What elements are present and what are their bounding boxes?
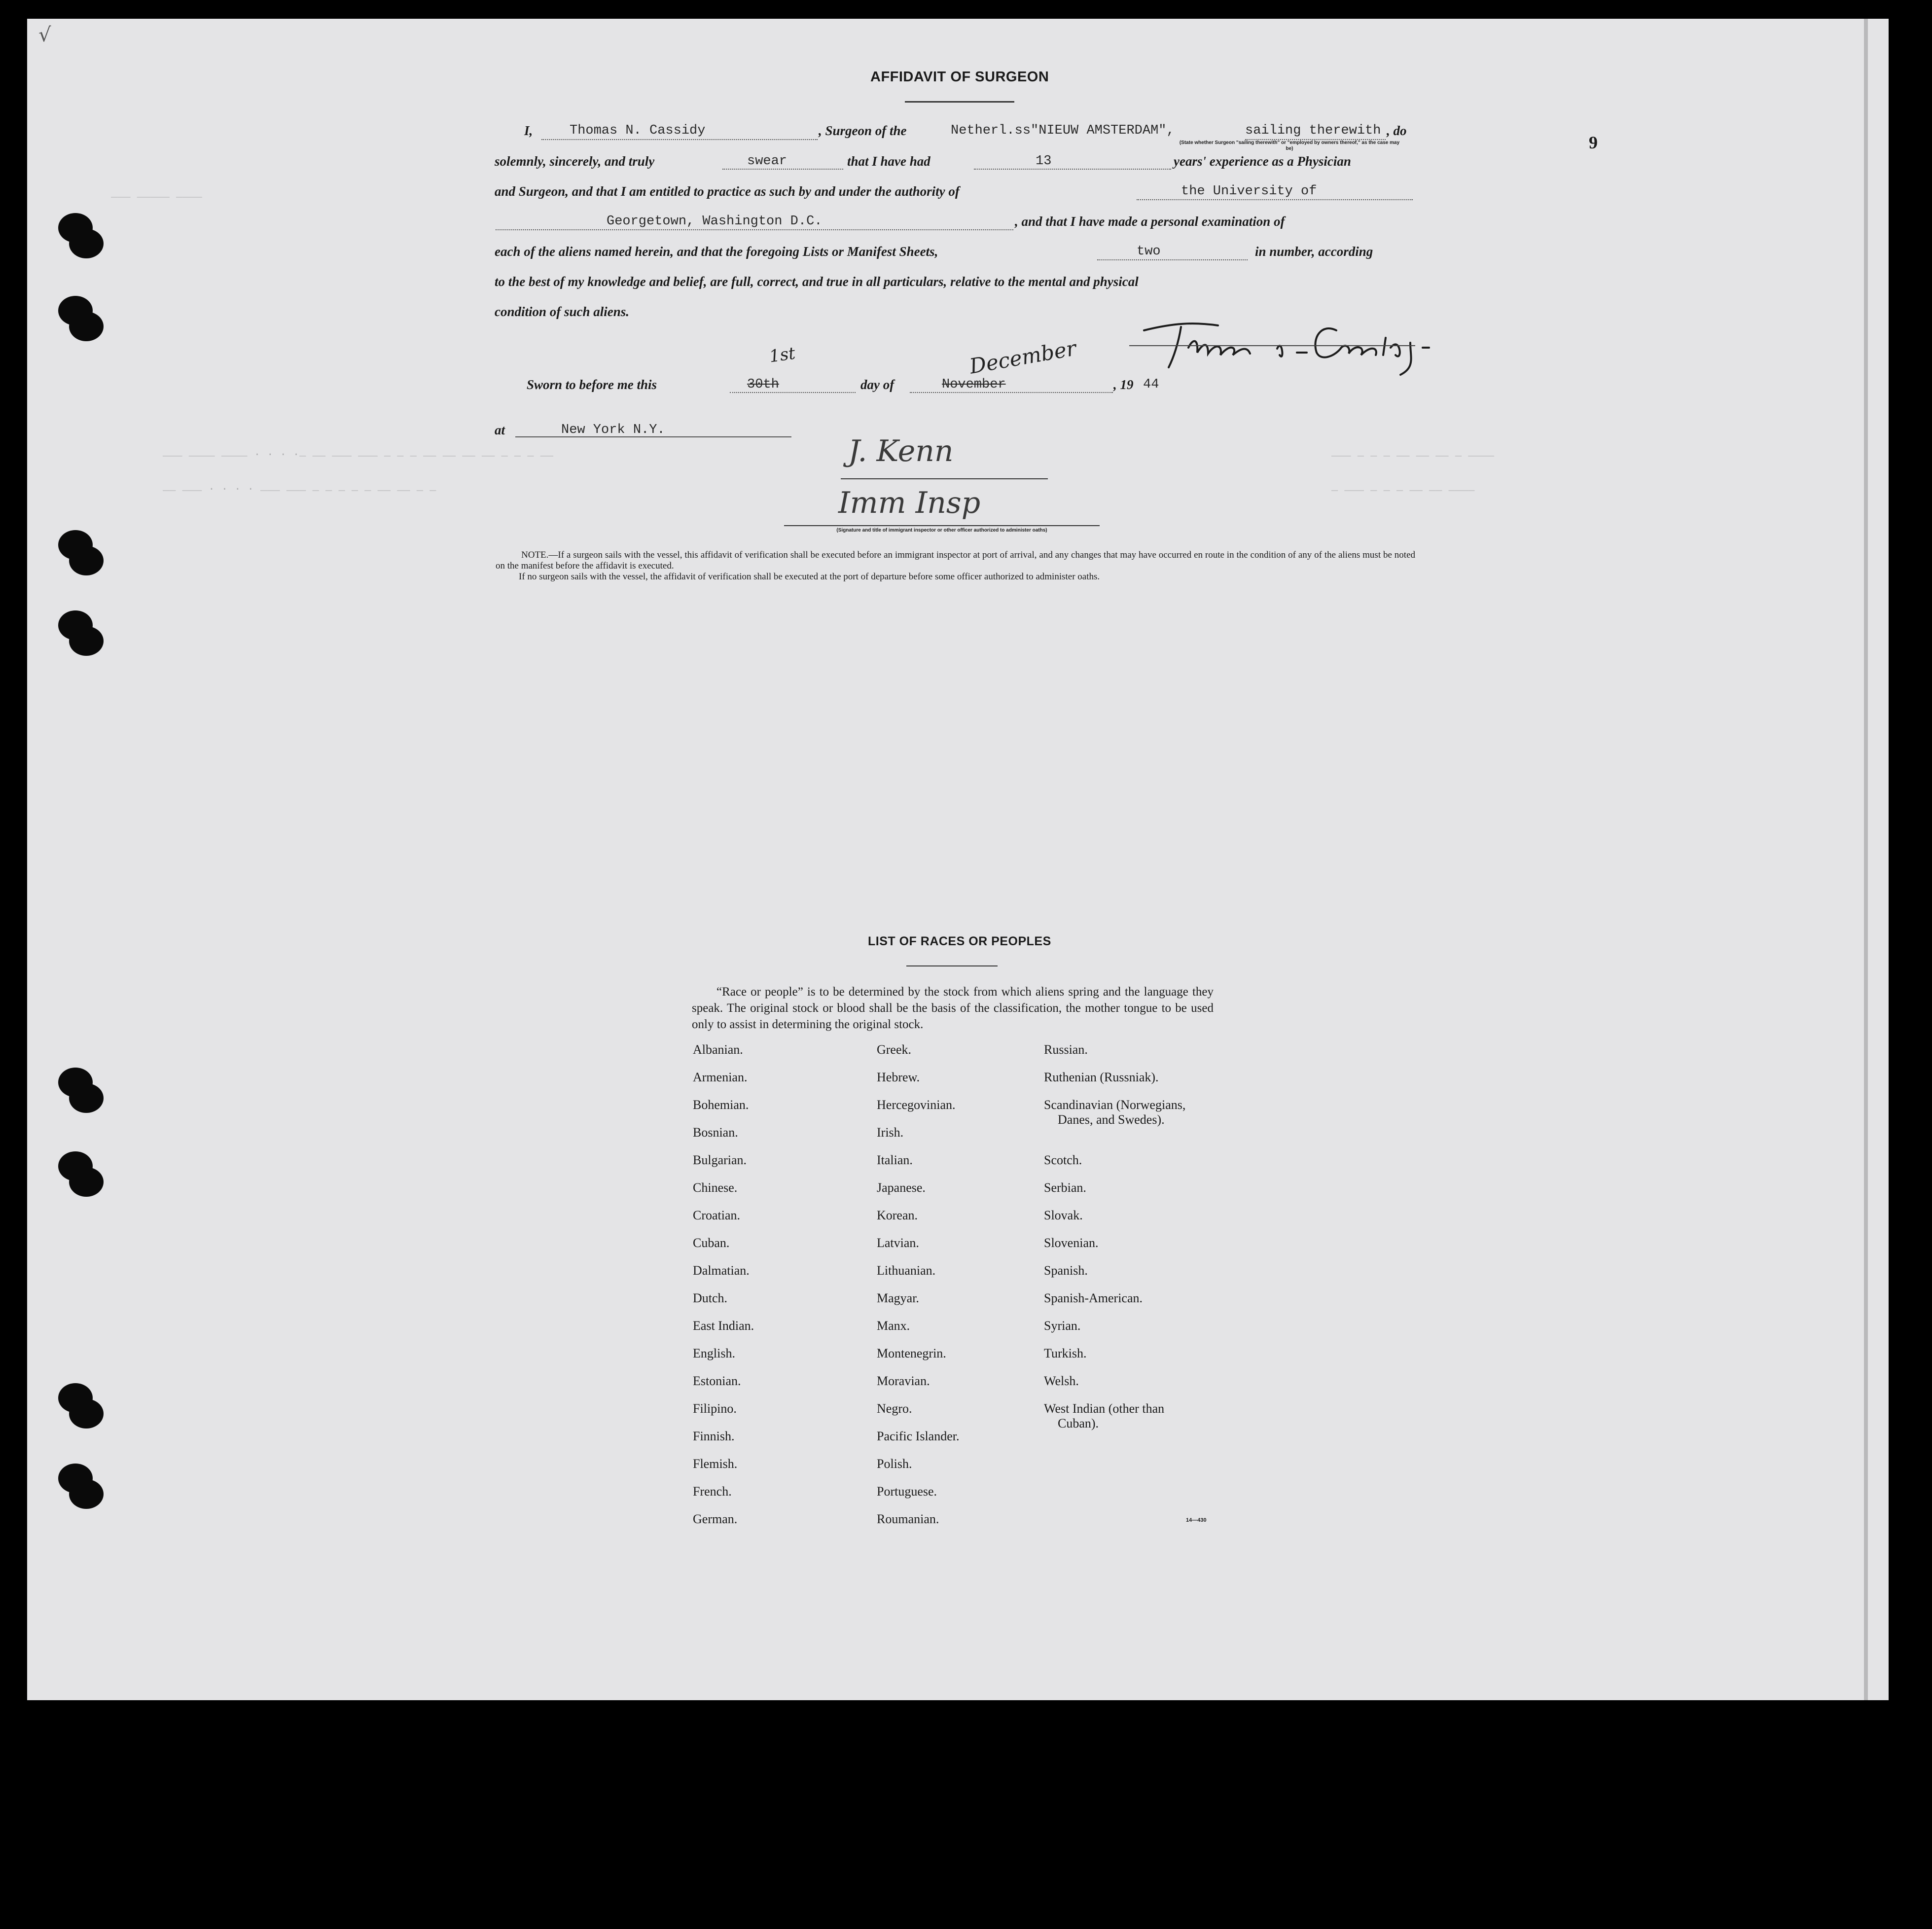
surgeon-name: Thomas N. Cassidy xyxy=(570,123,706,138)
race-item: Hercegovinian. xyxy=(877,1098,956,1112)
race-item: Roumanian. xyxy=(877,1512,939,1526)
label-best-knowledge: to the best of my knowledge and belief, are full, correct, and true in all particulars, relative to the mental and physical xyxy=(495,274,1139,289)
affidavit-title: AFFIDAVIT OF SURGEON xyxy=(870,69,1049,85)
punch-hole xyxy=(69,1167,104,1197)
sworn-month-correction: December xyxy=(967,336,1078,379)
race-item: Turkish. xyxy=(1044,1346,1087,1360)
oath-type: swear xyxy=(747,154,787,169)
label-sworn: Sworn to before me this xyxy=(527,377,657,392)
sworn-day: 30th xyxy=(747,377,779,392)
punch-hole xyxy=(69,626,104,656)
race-item: Russian. xyxy=(1044,1042,1088,1057)
race-item: Negro. xyxy=(877,1401,912,1416)
sworn-place: New York N.Y. xyxy=(561,423,665,437)
race-item: East Indian. xyxy=(693,1319,754,1333)
race-item: Danes, and Swedes). xyxy=(1058,1112,1165,1127)
surgeon-signature xyxy=(1134,308,1430,377)
officer-signature: J. Kenn xyxy=(848,434,954,468)
officer-title: Imm Insp xyxy=(838,486,981,520)
races-title-underline xyxy=(906,965,998,966)
race-item: Cuban. xyxy=(693,1236,730,1250)
label-condition: condition of such aliens. xyxy=(495,304,630,319)
bleed-through: _ ___ _ _ _ __ __ ____ xyxy=(1331,481,1475,493)
page-number: 9 xyxy=(1589,133,1598,152)
authority-line-2: Georgetown, Washington D.C. xyxy=(607,214,823,229)
race-item: Slovak. xyxy=(1044,1208,1083,1222)
sworn-year: 44 xyxy=(1143,377,1159,392)
race-item: French. xyxy=(693,1484,732,1499)
race-item: Cuban). xyxy=(1058,1416,1099,1430)
label-at: at xyxy=(495,423,505,437)
years-experience: 13 xyxy=(1036,154,1052,169)
race-item: Italian. xyxy=(877,1153,913,1167)
label-in-number: in number, according xyxy=(1255,244,1373,259)
race-item: Manx. xyxy=(877,1319,910,1333)
races-intro: “Race or people” is to be determined by the stock from which aliens spring and the language they speak. The original stock or blood shall be the basis of the classification, the mother tongue to be used only to assist in determining the original stock. xyxy=(692,985,1214,1031)
race-item: Bohemian. xyxy=(693,1098,749,1112)
document-page xyxy=(27,19,1889,1700)
label-day-of: day of xyxy=(860,377,894,392)
label-years-exp: years' experience as a Physician xyxy=(1174,154,1351,169)
title-underline xyxy=(905,101,1014,103)
race-item: Polish. xyxy=(877,1457,912,1471)
race-item: Spanish-American. xyxy=(1044,1291,1143,1305)
sworn-month-field xyxy=(910,392,1113,393)
officer-caption: (Signature and title of immigrant inspector or other officer authorized to administer oaths) xyxy=(836,528,1047,533)
sailing-status: sailing therewith xyxy=(1245,123,1381,138)
label-i: I, xyxy=(524,123,533,138)
punch-hole xyxy=(69,1479,104,1509)
punch-hole xyxy=(69,1399,104,1429)
race-item: Serbian. xyxy=(1044,1180,1086,1195)
punch-hole xyxy=(69,1083,104,1113)
sheets-count: two xyxy=(1137,244,1161,259)
sheets-field xyxy=(1097,259,1248,260)
authority-field-2 xyxy=(496,229,1013,230)
race-item: Armenian. xyxy=(693,1070,748,1084)
race-item: Scotch. xyxy=(1044,1153,1082,1167)
oath-field xyxy=(722,169,843,170)
race-item: Japanese. xyxy=(877,1180,926,1195)
race-item: Greek. xyxy=(877,1042,912,1057)
race-item: Chinese. xyxy=(693,1180,738,1195)
race-item: Finnish. xyxy=(693,1429,735,1443)
race-item: Croatian. xyxy=(693,1208,741,1222)
race-item: Albanian. xyxy=(693,1042,743,1057)
race-item: Moravian. xyxy=(877,1374,930,1388)
race-item: Estonian. xyxy=(693,1374,741,1388)
race-item: Syrian. xyxy=(1044,1319,1081,1333)
race-item: Welsh. xyxy=(1044,1374,1079,1388)
race-item: Dalmatian. xyxy=(693,1263,750,1278)
sailing-note: (State whether Surgeon "sailing therewith" or "employed by owners thereof," as the case may be) xyxy=(1179,140,1400,151)
check-mark: √ xyxy=(38,24,51,46)
race-item: West Indian (other than xyxy=(1044,1401,1165,1416)
bleed-through: __ ___ . . . . ___ ___ _ _ _ _ _ __ __ _ _ xyxy=(163,481,436,493)
sworn-day-correction: 1st xyxy=(768,343,797,367)
race-item: Flemish. xyxy=(693,1457,738,1471)
bleed-through: ___ _____ ____ xyxy=(111,187,202,200)
label-each-aliens: each of the aliens named herein, and that the foregoing Lists or Manifest Sheets, xyxy=(495,244,938,259)
race-item: Portuguese. xyxy=(877,1484,937,1499)
sworn-month: November xyxy=(942,377,1006,392)
surgeon-signature-line xyxy=(1129,345,1415,346)
races-title: LIST OF RACES OR PEOPLES xyxy=(868,934,1051,948)
race-item: English. xyxy=(693,1346,735,1360)
race-item: Bulgarian. xyxy=(693,1153,747,1167)
race-item: Montenegrin. xyxy=(877,1346,946,1360)
note-paragraph-2: If no surgeon sails with the vessel, the affidavit of verification shall be executed at the port of departure before some officer authorized to administer oaths. xyxy=(519,572,1100,582)
officer-title-line xyxy=(784,525,1100,526)
race-item: Ruthenian (Russniak). xyxy=(1044,1070,1159,1084)
race-item: Spanish. xyxy=(1044,1263,1088,1278)
years-field xyxy=(974,169,1171,170)
label-solemnly: solemnly, sincerely, and truly xyxy=(495,154,655,169)
label-do: , do xyxy=(1387,123,1407,138)
label-surgeon-of: , Surgeon of the xyxy=(819,123,907,138)
label-examination: , and that I have made a personal examination of xyxy=(1015,214,1285,229)
officer-signature-line xyxy=(841,478,1048,479)
punch-hole xyxy=(69,546,104,575)
punch-hole xyxy=(69,312,104,341)
sworn-day-field xyxy=(730,392,856,393)
label-and-surgeon: and Surgeon, and that I am entitled to practice as such by and under the authority of xyxy=(495,184,960,199)
race-item: Slovenian. xyxy=(1044,1236,1099,1250)
race-item: Bosnian. xyxy=(693,1125,738,1140)
authority-field-1 xyxy=(1137,199,1413,200)
race-item: Irish. xyxy=(877,1125,904,1140)
race-item: Magyar. xyxy=(877,1291,919,1305)
race-item: Latvian. xyxy=(877,1236,919,1250)
bleed-through: ___ _ _ _ __ __ __ _ ____ xyxy=(1331,446,1495,459)
race-item: Filipino. xyxy=(693,1401,737,1416)
bleed-through: ___ ____ ____ . . . ._ __ ___ ___ _ _ _ __ __ __ __ _ _ _ __ xyxy=(163,446,554,459)
vessel-name: Netherl.ss"NIEUW AMSTERDAM", xyxy=(951,123,1175,138)
authority-line-1: the University of xyxy=(1181,184,1317,199)
label-had: that I have had xyxy=(847,154,930,169)
race-item: German. xyxy=(693,1512,738,1526)
race-item: Dutch. xyxy=(693,1291,728,1305)
race-item: Pacific Islander. xyxy=(877,1429,960,1443)
form-number: 14—430 xyxy=(1186,1517,1207,1523)
surgeon-name-field xyxy=(541,139,818,140)
race-item: Lithuanian. xyxy=(877,1263,936,1278)
note-paragraph: NOTE.—If a surgeon sails with the vessel, this affidavit of verification shall be executed before an immigrant inspector at port of arrival, and any changes that may have occurred en route in the condition of any of the aliens must be noted on the manifest before the affidavit is executed. xyxy=(496,550,1415,571)
punch-hole xyxy=(69,229,104,258)
race-item: Scandinavian (Norwegians, xyxy=(1044,1098,1186,1112)
race-item: Korean. xyxy=(877,1208,918,1222)
race-item: Hebrew. xyxy=(877,1070,920,1084)
page-edge xyxy=(1864,19,1868,1700)
label-year-prefix: , 19 xyxy=(1113,377,1134,392)
